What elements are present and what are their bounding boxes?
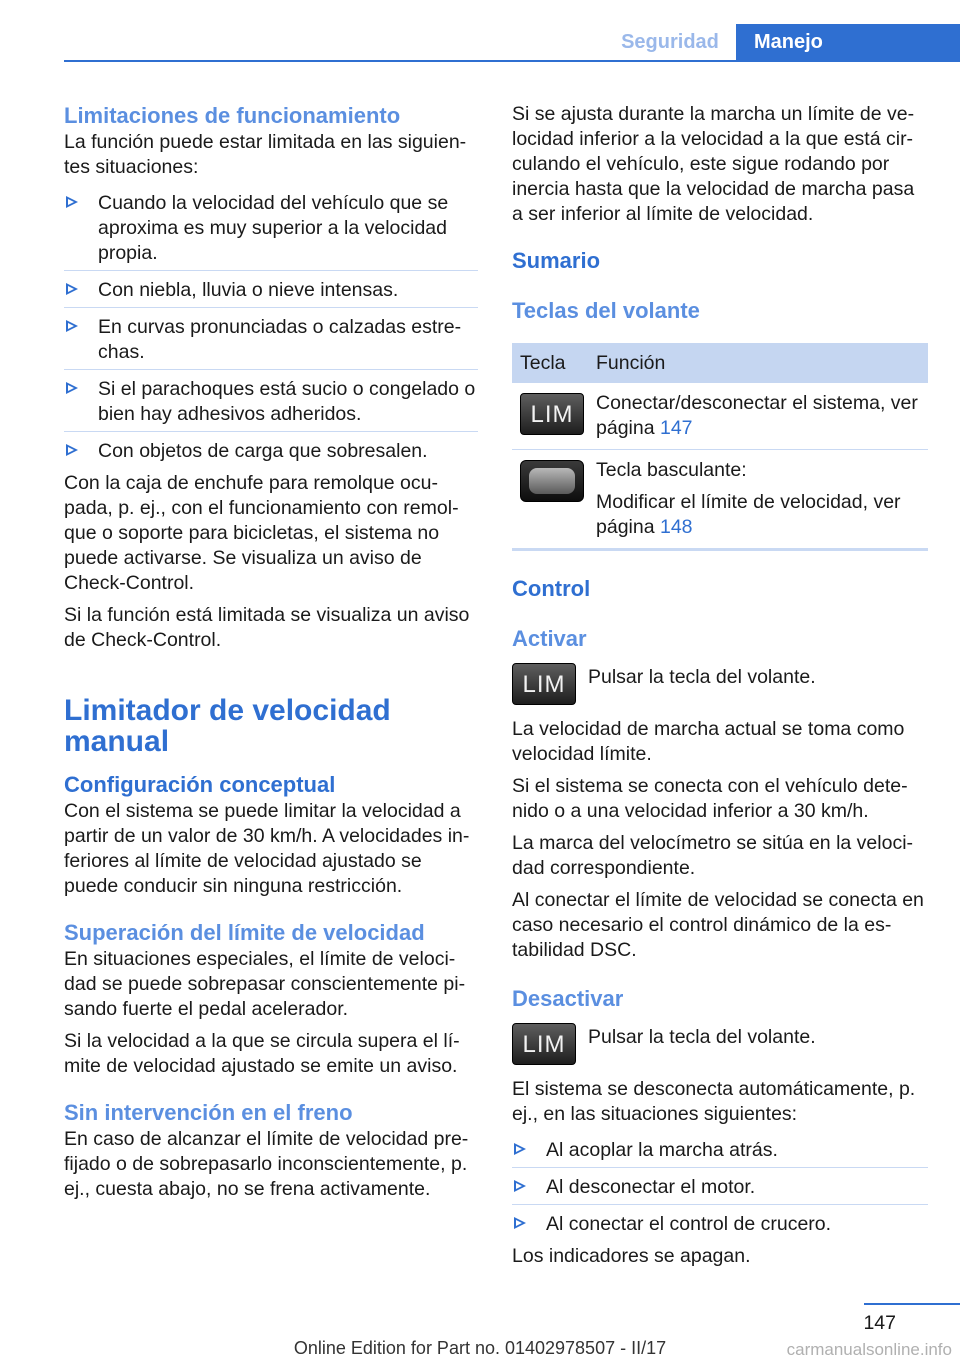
row2-function-text: Modificar el límite de velocidad, ver página xyxy=(596,491,901,538)
page-header xyxy=(64,24,960,62)
bullet-triangle-icon xyxy=(66,196,78,208)
bullet-triangle-icon xyxy=(66,320,78,332)
header-tab-section: Seguridad xyxy=(621,31,719,53)
exceed-paragraph-1: En situaciones especiales, el límite de veloci-dad se puede sobrepasar conscientemente pi-sando fuerte el pedal acelerador. xyxy=(64,948,466,1020)
list-item: Con objetos de carga que sobresalen. xyxy=(64,435,478,468)
activate-heading: Activar xyxy=(512,626,587,651)
brake-heading: Sin intervención en el freno xyxy=(64,1100,353,1125)
activate-step-text: Pulsar la tecla del volante. xyxy=(588,666,816,688)
edition-text: Online Edition for Part no. 01402978507 - II/17 xyxy=(293,1338,667,1358)
page-link-148[interactable]: 148 xyxy=(659,516,693,538)
bullet-triangle-icon xyxy=(514,1180,526,1192)
bullet-triangle-icon xyxy=(514,1217,526,1229)
activate-paragraph-3: La marca del velocímetro se sitúa en la veloci-dad correspondiente. xyxy=(512,832,914,879)
lim-key-icon: LIM xyxy=(512,663,576,705)
list-item: Al conectar el control de crucero. xyxy=(512,1208,928,1241)
concept-heading: Configuración conceptual xyxy=(64,772,336,797)
row1-function-text: Conectar/desconectar el sistema, ver página xyxy=(596,392,918,439)
summary-heading: Sumario xyxy=(512,248,601,273)
list-item: Al acoplar la marcha atrás. xyxy=(512,1134,928,1168)
deactivate-step-text: Pulsar la tecla del volante. xyxy=(588,1026,816,1048)
list-item: Al desconectar el motor. xyxy=(512,1171,928,1205)
page-number: 147 xyxy=(863,1312,896,1334)
bullet-triangle-icon xyxy=(66,283,78,295)
limited-paragraph: Si la función está limitada se visualiza un aviso de Check-Control. xyxy=(64,604,470,651)
activate-paragraph-1: La velocidad de marcha actual se toma como velocidad límite. xyxy=(512,718,905,765)
table-header-key: Tecla xyxy=(520,352,566,374)
indicators-paragraph: Los indicadores se apagan. xyxy=(512,1245,751,1267)
control-heading: Control xyxy=(512,576,591,601)
keys-table xyxy=(512,343,928,551)
bullet-triangle-icon xyxy=(66,382,78,394)
activate-step xyxy=(512,661,928,705)
row2-function-title: Tecla basculante: xyxy=(596,459,747,481)
trailer-paragraph: Con la caja de enchufe para remolque ocu-pada, p. ej., con el funcionamiento con remol-que o soporte para bicicletas, el sistema no puede activarse. Se visualiza un aviso de Check-Control. xyxy=(64,472,459,594)
table-row xyxy=(512,383,928,450)
limits-intro: La función puede estar limitada en las siguien-tes situaciones: xyxy=(64,131,467,178)
deactivate-step xyxy=(512,1021,928,1065)
bullet-triangle-icon xyxy=(514,1143,526,1155)
exceed-heading: Superación del límite de velocidad xyxy=(64,920,425,945)
lim-key-icon: LIM xyxy=(512,1023,576,1065)
right-column xyxy=(512,102,928,1276)
list-item: Con niebla, lluvia o nieve intensas. xyxy=(64,274,478,308)
left-column xyxy=(64,102,478,1209)
table-header xyxy=(512,343,928,383)
deactivate-intro: El sistema se desconecta automáticamente, p. ej., en las situaciones siguientes: xyxy=(512,1078,916,1125)
concept-paragraph: Con el sistema se puede limitar la velocidad a partir de un valor de 30 km/h. A velocidades in-feriores al límite de velocidad ajustado se puede conducir sin ninguna restricción. xyxy=(64,800,470,897)
exceed-paragraph-2: Si la velocidad a la que se circula supera el lí-mite de velocidad ajustado se emite un aviso. xyxy=(64,1030,460,1077)
footer-rule xyxy=(864,1303,960,1305)
list-item: Cuando la velocidad del vehículo que se aproxima es muy superior a la velocidad propia. xyxy=(64,187,478,271)
table-row xyxy=(512,450,928,548)
deactivate-list xyxy=(512,1134,928,1241)
rocker-key-icon xyxy=(520,460,584,502)
main-heading: Limitador de velocidad manual xyxy=(64,694,391,758)
lim-key-icon: LIM xyxy=(520,393,584,435)
deactivate-heading: Desactivar xyxy=(512,986,624,1011)
watermark: carmanualsonline.info xyxy=(786,1340,952,1359)
list-item: Si el parachoques está sucio o congelado o bien hay adhesivos adheridos. xyxy=(64,373,478,432)
activate-paragraph-4: Al conectar el límite de velocidad se conecta en caso necesario el control dinámico de la es-tabilidad DSC. xyxy=(512,889,924,961)
coast-paragraph: Si se ajusta durante la marcha un límite de ve-locidad inferior a la velocidad a la que está cir-culando el vehículo, este sigue rodando por inercia hasta que la velocidad de marcha pasa a ser inferior al límite de velocidad. xyxy=(512,103,915,225)
bullet-triangle-icon xyxy=(66,444,78,456)
keys-heading: Teclas del volante xyxy=(512,298,700,323)
limits-heading: Limitaciones de funcionamiento xyxy=(64,103,401,128)
brake-paragraph: En caso de alcanzar el límite de velocidad pre-fijado o de sobrepasarlo inconscientemente, p. ej., cuesta abajo, no se frena activamente. xyxy=(64,1128,469,1200)
header-tab-chapter: Manejo xyxy=(736,24,960,60)
activate-paragraph-2: Si el sistema se conecta con el vehículo dete-nido o a una velocidad inferior a 30 km/h. xyxy=(512,775,908,822)
limits-list xyxy=(64,187,478,468)
list-item: En curvas pronunciadas o calzadas estre-chas. xyxy=(64,311,478,370)
table-header-function: Función xyxy=(596,352,666,374)
page-link-147[interactable]: 147 xyxy=(659,417,693,439)
